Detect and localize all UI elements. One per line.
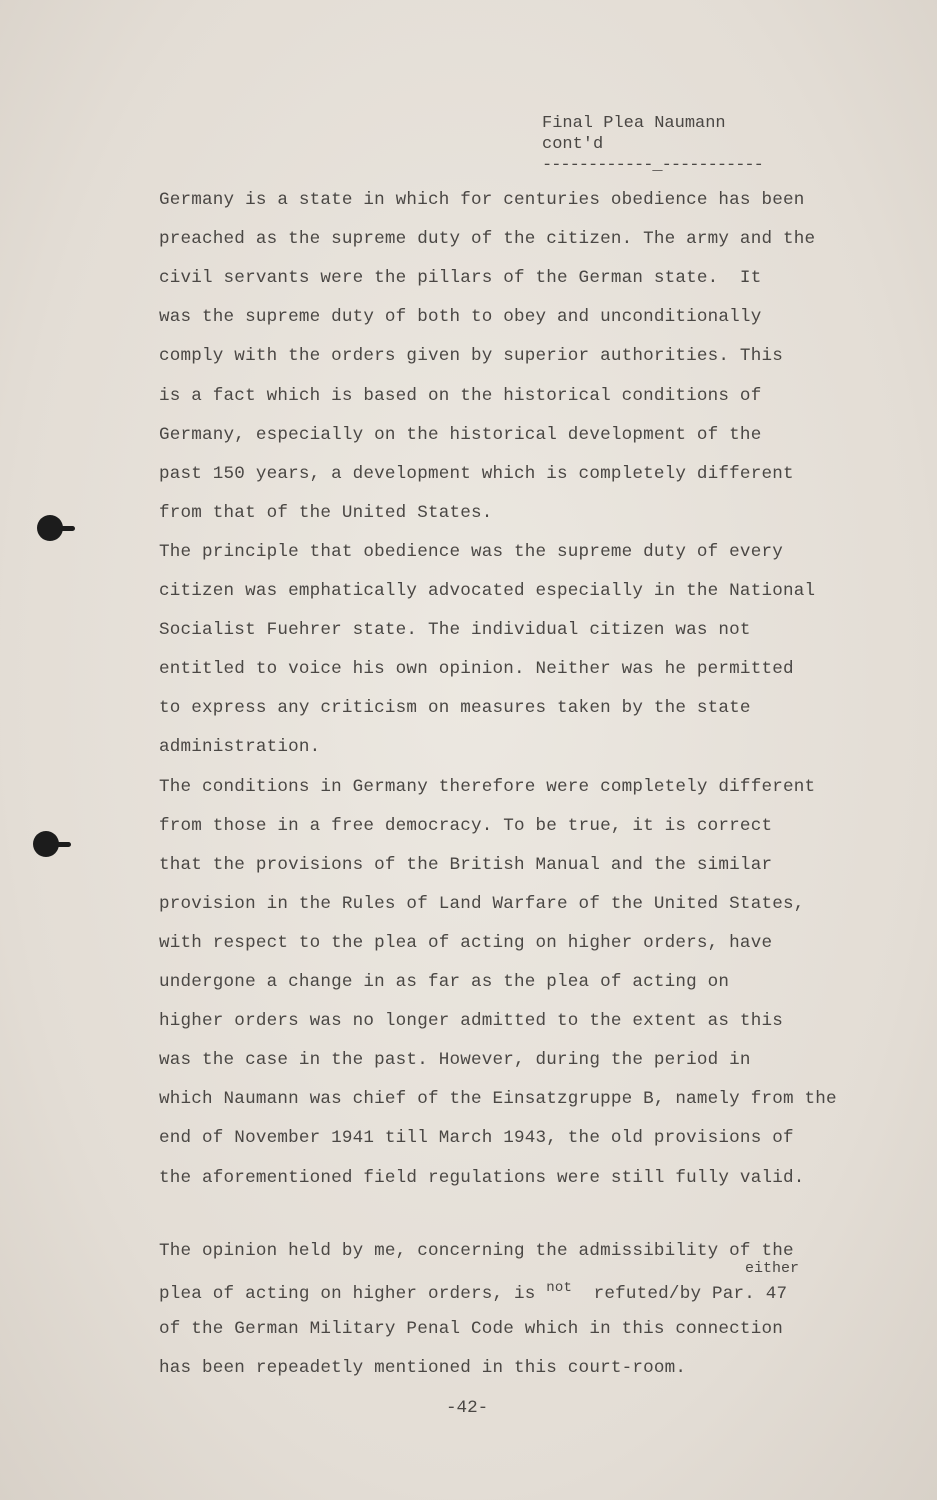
header-rule: ------------_----------- bbox=[542, 156, 763, 175]
body-line: which Naumann was chief of the Einsatzgruppe B, namely from the bbox=[159, 1089, 837, 1109]
closing-line-2 bbox=[159, 1280, 787, 1304]
body-line: comply with the orders given by superior authorities. This bbox=[159, 346, 783, 366]
page-number: -42- bbox=[446, 1398, 489, 1418]
header-subtitle: cont'd bbox=[542, 135, 604, 154]
body-line: Socialist Fuehrer state. The individual citizen was not bbox=[159, 620, 751, 640]
body-line: preached as the supreme duty of the citizen. The army and the bbox=[159, 229, 816, 249]
page-header bbox=[542, 113, 763, 176]
body-line: Germany is a state in which for centuries obedience has been bbox=[159, 190, 805, 210]
insert-either: either bbox=[745, 1260, 800, 1277]
body-line: with respect to the plea of acting on higher orders, have bbox=[159, 933, 773, 953]
punch-hole-top bbox=[37, 515, 63, 541]
header-title: Final Plea Naumann bbox=[542, 114, 726, 133]
body-line: past 150 years, a development which is completely different bbox=[159, 464, 794, 484]
body-line: end of November 1941 till March 1943, the old provisions of bbox=[159, 1128, 794, 1148]
body-line: administration. bbox=[159, 737, 321, 757]
body-line: citizen was emphatically advocated especially in the National bbox=[159, 581, 816, 601]
body-line: to express any criticism on measures taken by the state bbox=[159, 698, 751, 718]
body-line: the aforementioned field regulations were still fully valid. bbox=[159, 1168, 805, 1188]
body-line: The principle that obedience was the supreme duty of every bbox=[159, 542, 783, 562]
body-line: is a fact which is based on the historical conditions of bbox=[159, 386, 762, 406]
closing-line-2-start: plea of acting on higher orders, is bbox=[159, 1283, 547, 1304]
body-line: that the provisions of the British Manual and the similar bbox=[159, 855, 773, 875]
body-line: was the case in the past. However, during the period in bbox=[159, 1050, 751, 1070]
body-line: Germany, especially on the historical development of the bbox=[159, 425, 762, 445]
body-line: provision in the Rules of Land Warfare of the United States, bbox=[159, 894, 805, 914]
body-line: entitled to voice his own opinion. Neither was he permitted bbox=[159, 659, 794, 679]
closing-line-4: has been repeadetly mentioned in this court-room. bbox=[159, 1358, 687, 1378]
body-line: from those in a free democracy. To be true, it is correct bbox=[159, 816, 773, 836]
body-line: civil servants were the pillars of the German state. It bbox=[159, 268, 762, 288]
body-line: The conditions in Germany therefore were completely different bbox=[159, 777, 816, 797]
closing-line-1: The opinion held by me, concerning the admissibility of the bbox=[159, 1241, 794, 1261]
body-line: undergone a change in as far as the plea of acting on bbox=[159, 972, 730, 992]
closing-line-3: of the German Military Penal Code which in this connection bbox=[159, 1319, 783, 1339]
body-line: was the supreme duty of both to obey and unconditionally bbox=[159, 307, 762, 327]
insert-not: not bbox=[546, 1280, 573, 1296]
body-line: higher orders was no longer admitted to the extent as this bbox=[159, 1011, 783, 1031]
punch-hole-bottom bbox=[33, 831, 59, 857]
body-line: from that of the United States. bbox=[159, 503, 493, 523]
closing-line-2-end: refuted/by Par. 47 bbox=[572, 1283, 788, 1304]
